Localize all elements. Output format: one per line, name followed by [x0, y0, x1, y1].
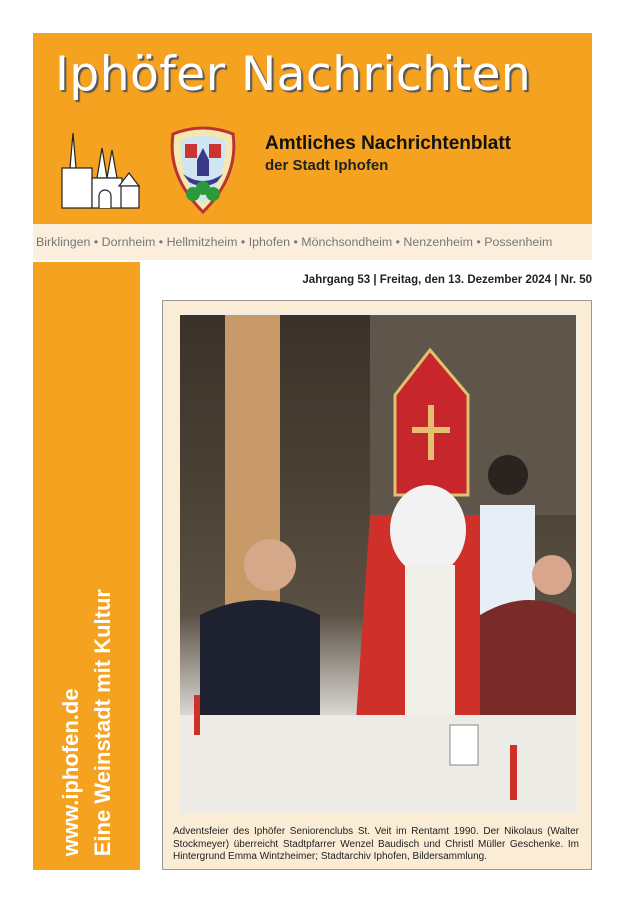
masthead: [33, 33, 592, 224]
sidebar: [33, 262, 140, 870]
sidebar-text: [55, 589, 119, 856]
subtitle: Amtliches Nachrichtenblatt: [265, 133, 511, 154]
subtitle-city: der Stadt Iphofen: [265, 157, 389, 174]
newspaper-title: Iphöfer Nachrichten: [55, 47, 532, 102]
church-logo-icon: [57, 128, 142, 213]
cover-photo-frame: [162, 300, 592, 870]
nikolaus-photo-illustration: [180, 315, 577, 814]
cover-photo: [179, 314, 577, 814]
photo-caption: Adventsfeier des Iphöfer Seniorenclubs St. Veit im Rentamt 1990. Der Nikolaus (Walter Stockmeyer) überreicht Stadtpfarrer Wenzel Baudisch und Christl Müller Geschenke. Im Hintergrund Emma Wintzheimer; Stadtarchiv Iphofen, Bildersammlung.: [173, 826, 579, 862]
towns-list: Birklingen • Dornheim • Hellmitzheim • Iphofen • Mönchsondheim • Nenzenheim • Possenheim: [33, 224, 592, 260]
issue-info: Jahrgang 53 | Freitag, den 13. Dezember 2024 | Nr. 50: [302, 274, 592, 286]
slogan: Eine Weinstadt mit Kultur: [90, 588, 115, 856]
coat-of-arms-icon: [163, 126, 243, 214]
website-url[interactable]: www.iphofen.de: [58, 688, 83, 856]
